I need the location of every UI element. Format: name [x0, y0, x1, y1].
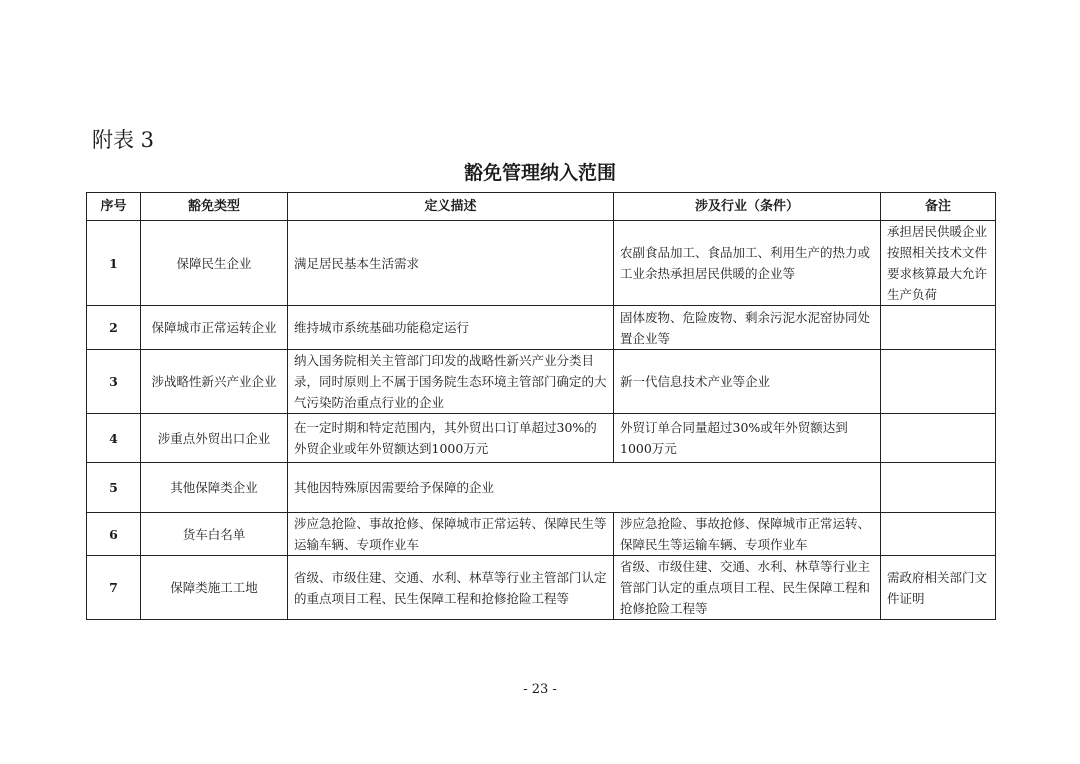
header-seq: 序号 — [87, 193, 141, 221]
table-title: 豁免管理纳入范围 — [463, 162, 616, 184]
row-note — [881, 414, 996, 463]
row-industry — [614, 463, 881, 513]
row-seq: 7 — [87, 556, 141, 620]
row-type: 涉战略性新兴产业企业 — [141, 350, 288, 414]
row-note — [881, 513, 996, 556]
row-type: 其他保障类企业 — [141, 463, 288, 513]
header-desc: 定义描述 — [288, 193, 614, 221]
row-seq: 5 — [87, 463, 141, 513]
row-seq: 6 — [87, 513, 141, 556]
row-desc: 省级、市级住建、交通、水利、林草等行业主管部门认定的重点项目工程、民生保障工程和抢修抢险工程等 — [288, 556, 614, 620]
row-industry: 省级、市级住建、交通、水利、林草等行业主管部门认定的重点项目工程、民生保障工程和抢修抢险工程等 — [614, 556, 881, 620]
table-row — [87, 513, 996, 556]
row-note: 承担居民供暖企业按照相关技术文件要求核算最大允许生产负荷 — [881, 221, 996, 306]
header-industry: 涉及行业（条件） — [614, 193, 881, 221]
table-row — [87, 221, 996, 306]
row-type: 货车白名单 — [141, 513, 288, 556]
row-seq: 1 — [87, 221, 141, 306]
table-row — [87, 350, 996, 414]
row-industry: 涉应急抢险、事故抢修、保障城市正常运转、保障民生等运输车辆、专项作业车 — [614, 513, 881, 556]
row-seq: 4 — [87, 414, 141, 463]
table-row — [87, 306, 996, 350]
row-type: 保障民生企业 — [141, 221, 288, 306]
header-note: 备注 — [881, 193, 996, 221]
row-type: 保障城市正常运转企业 — [141, 306, 288, 350]
row-type: 保障类施工工地 — [141, 556, 288, 620]
row-industry: 固体废物、危险废物、剩余污泥水泥窑协同处置企业等 — [614, 306, 881, 350]
header-type: 豁免类型 — [141, 193, 288, 221]
row-note: 需政府相关部门文件证明 — [881, 556, 996, 620]
row-industry: 外贸订单合同量超过30%或年外贸额达到1000万元 — [614, 414, 881, 463]
table-header-row — [87, 193, 996, 221]
row-desc: 纳入国务院相关主管部门印发的战略性新兴产业分类目录，同时原则上不属于国务院生态环境主管部门确定的大气污染防治重点行业的企业 — [288, 350, 614, 414]
row-desc: 满足居民基本生活需求 — [288, 221, 614, 306]
page-number: - 23 - — [523, 682, 557, 697]
row-desc: 在一定时期和特定范围内，其外贸出口订单超过30%的外贸企业或年外贸额达到1000万元 — [288, 414, 614, 463]
row-seq: 3 — [87, 350, 141, 414]
appendix-label: 附表 3 — [92, 128, 155, 152]
row-desc: 维持城市系统基础功能稳定运行 — [288, 306, 614, 350]
table-row — [87, 414, 996, 463]
row-industry: 新一代信息技术产业等企业 — [614, 350, 881, 414]
row-desc: 涉应急抢险、事故抢修、保障城市正常运转、保障民生等运输车辆、专项作业车 — [288, 513, 614, 556]
row-note — [881, 463, 996, 513]
row-type: 涉重点外贸出口企业 — [141, 414, 288, 463]
row-note — [881, 350, 996, 414]
table-row — [87, 556, 996, 620]
table-row — [87, 463, 996, 513]
row-seq: 2 — [87, 306, 141, 350]
exemption-table — [86, 192, 996, 620]
row-note — [881, 306, 996, 350]
row-industry: 农副食品加工、食品加工、利用生产的热力或工业余热承担居民供暖的企业等 — [614, 221, 881, 306]
row-desc: 其他因特殊原因需要给予保障的企业 — [288, 463, 614, 513]
